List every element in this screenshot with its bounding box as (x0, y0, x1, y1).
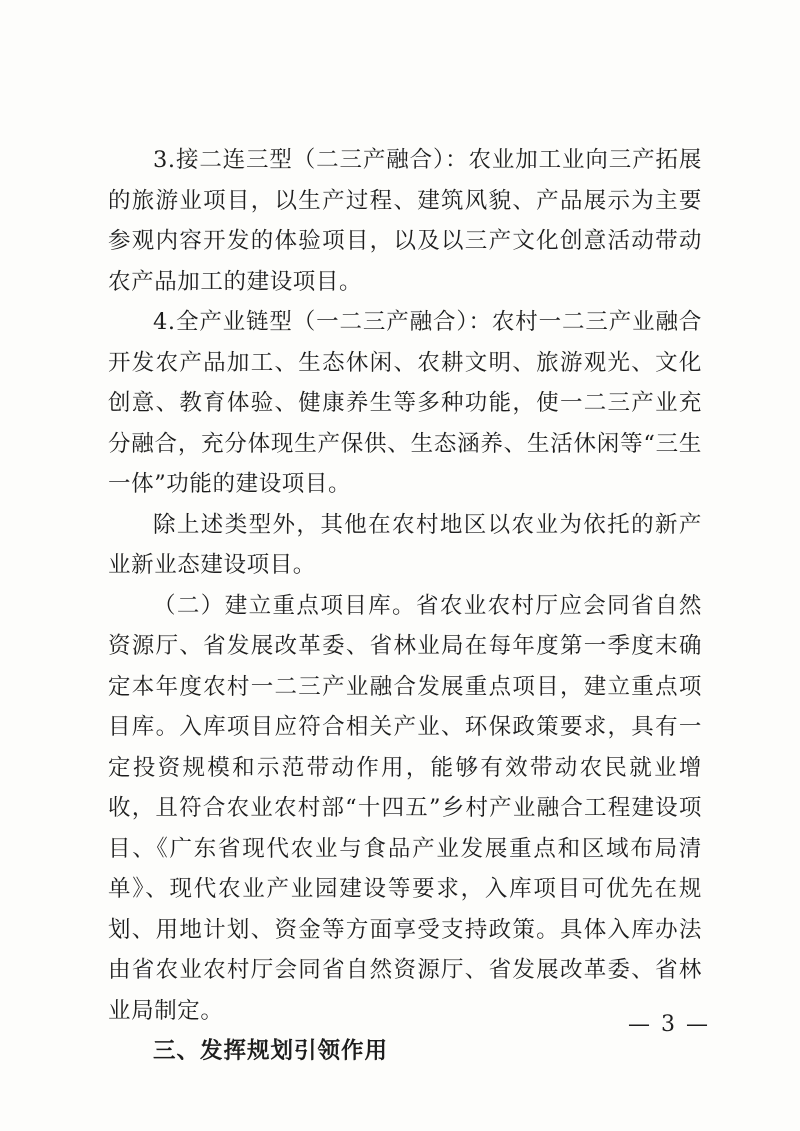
paragraph-type-3: 3.接二连三型（二三产融合）：农业加工业向三产拓展的旅游业项目，以生产过程、建筑风貌、产品展示为主要参观内容开发的体验项目，以及以三产文化创意活动带动农产品加工的建设项目。 (108, 147, 702, 295)
paragraph-type-4: 4.全产业链型（一二三产融合）：农村一二三产业融合开发农产品加工、生态休闲、农耕文明、旅游观光、文化创意、教育体验、健康养生等多种功能，使一二三产业充分融合，充分体现生产保供、生态涵养、生活休闲等“三生一体”功能的建设项目。 (108, 309, 702, 497)
document-body (108, 140, 702, 1072)
section-heading: 三、发挥规划引领作用 (153, 1038, 389, 1064)
paragraph-other-types: 除上述类型外，其他在农村地区以农业为依托的新产业新业态建设项目。 (108, 511, 702, 578)
paragraph-project-library: （二）建立重点项目库。省农业农村厅应会同省自然资源厅、省发展改革委、省林业局在每年度第一季度末确定本年度农村一二三产业融合发展重点项目，建立重点项目库。入库项目应符合相关产业、环保政策要求，具有一定投资规模和示范带动作用，能够有效带动农民就业增收，且符合农业农村部“十四五”乡村产业融合工程建设项目、《广东省现代农业与食品产业发展重点和区域布局清单》、现代农业产业园建设等要求，入库项目可优先在规划、用地计划、资金等方面享受支持政策。具体入库办法由省农业农村厅会同省自然资源厅、省发展改革委、省林业局制定。 (108, 592, 702, 1024)
page-number: — 3 — (628, 1012, 710, 1037)
